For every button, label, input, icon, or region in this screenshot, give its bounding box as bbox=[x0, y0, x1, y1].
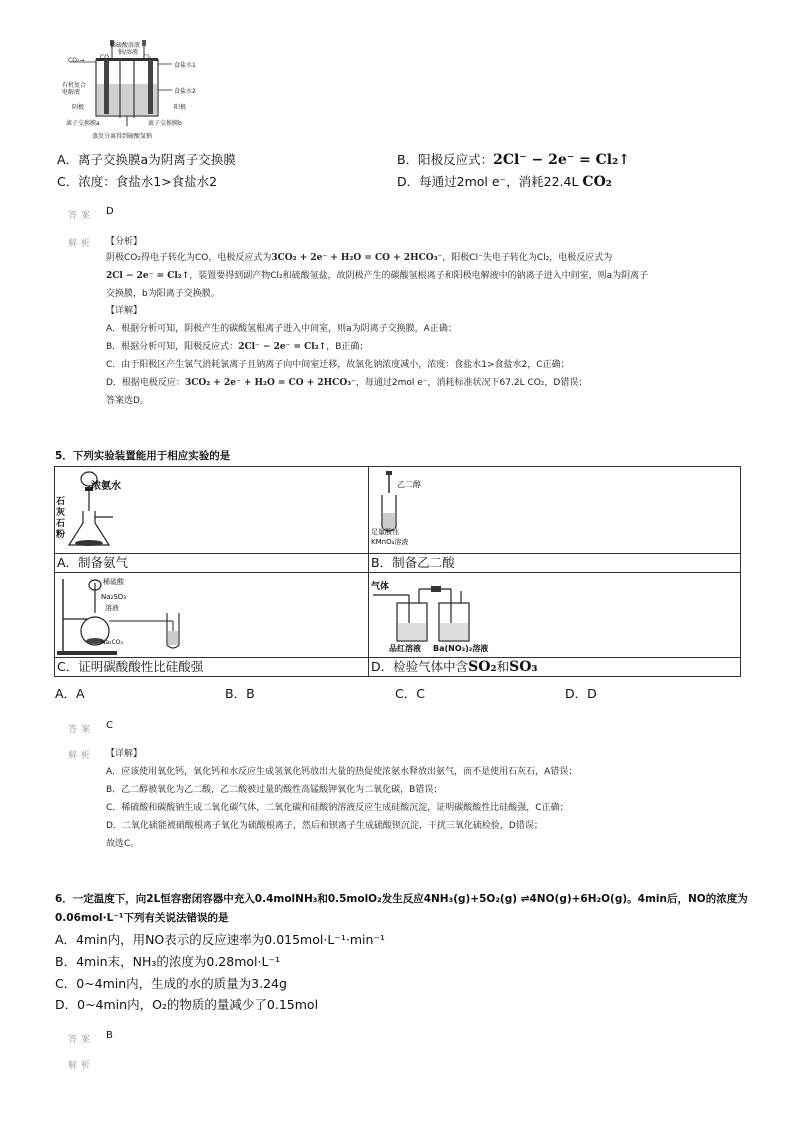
answer-label: 答案 bbox=[68, 211, 95, 221]
q4-option-d bbox=[397, 172, 612, 190]
q4-option-a: A．离子交换膜a为阴离子交换膜 bbox=[57, 152, 236, 167]
answer-value: D bbox=[106, 206, 114, 217]
q4-option-b-formula: 2Cl⁻ − 2e⁻ = Cl₂↑ bbox=[493, 152, 630, 168]
analysis-text: ，装置要得到副产物Cl₂和硫酸氢盐，故阴极产生的碳酸氢根离子和阳极电解液中的钠离子进入中间室，则a为阴离子 bbox=[189, 271, 649, 281]
analysis-text: ，B正确； bbox=[326, 342, 369, 352]
analysis-line: D．二氧化硫能被硝酸根离子氧化为硫酸根离子，然后和钡离子生成硫酸钡沉淀，干扰三氧化硫检验，D错误； bbox=[106, 821, 543, 831]
analysis-label: 解析 bbox=[68, 1061, 95, 1071]
reagent-label: Na₂SO₃ bbox=[101, 593, 127, 601]
analysis-text: ，阳极Cl⁻失电子转化为Cl₂，电极反应式为 bbox=[442, 253, 613, 263]
side-char: 粉 bbox=[56, 530, 66, 540]
analysis-line: A．根据分析可知，阴极产生的碳酸氢根离子进入中间室，则a为阴离子交换膜，A正确； bbox=[106, 324, 457, 334]
analysis-formula: 2Cl⁻ − 2e⁻ = Cl₂↑ bbox=[238, 342, 327, 352]
analysis-heading: 【分析】 bbox=[106, 237, 143, 247]
reagent-label: Ba(NO₃)₂溶液 bbox=[433, 644, 489, 653]
reagent-label: KMnO₄溶液 bbox=[371, 538, 409, 546]
analysis-line bbox=[106, 339, 368, 352]
analysis-line: 答案选D。 bbox=[106, 396, 149, 406]
q4-option-b bbox=[397, 150, 630, 168]
caption-formula: SO₃ bbox=[509, 659, 538, 675]
analysis-line bbox=[106, 375, 587, 388]
analysis-line: B．乙二醇被氧化为乙二酸，乙二酸被过量的酸性高锰酸钾氧化为二氧化碳，B错误； bbox=[106, 785, 443, 795]
caption-formula: SO₂ bbox=[468, 659, 497, 675]
choice-c: C．C bbox=[395, 686, 425, 701]
caption-a: A．制备氨气 bbox=[57, 555, 129, 570]
analysis-text: D．根据电极反应： bbox=[106, 378, 185, 388]
q6-option-d: D．0~4min内，O₂的物质的量减少了0.15mol bbox=[55, 997, 319, 1012]
analysis-heading: 【详解】 bbox=[106, 749, 143, 759]
figure-carbonic-setup bbox=[55, 573, 368, 657]
reagent-label: 乙二醇 bbox=[397, 480, 421, 489]
q4-option-c: C．浓度：食盐水1>食盐水2 bbox=[57, 174, 218, 189]
analysis-formula: 3CO₂ + 2e⁻ + H₂O = CO + 2HCO₃⁻ bbox=[271, 253, 443, 263]
reagent-label bbox=[56, 497, 66, 541]
analysis-text: 阴极CO₂得电子转化为CO，电极反应式为 bbox=[106, 253, 272, 263]
analysis-label: 解析 bbox=[68, 751, 95, 761]
apparatus-icon bbox=[55, 573, 215, 657]
choice-b: B．B bbox=[225, 686, 255, 701]
reagent-label: 浓氨水 bbox=[91, 481, 121, 492]
fig-label: CO bbox=[100, 54, 109, 61]
analysis-line bbox=[106, 268, 648, 281]
reagent-label: 足量酸性 bbox=[371, 528, 399, 536]
figure-oxalic-setup bbox=[369, 467, 740, 553]
q4-option-b-prefix: B．阳极反应式： bbox=[397, 152, 494, 167]
answer-value: C bbox=[106, 720, 113, 731]
reagent-label: 溶液 bbox=[105, 604, 119, 612]
fig-label: Cl₂ bbox=[143, 54, 152, 61]
caption-b: B．制备乙二酸 bbox=[371, 555, 455, 570]
q4-option-d-prefix: D．每通过2mol e⁻，消耗22.4L bbox=[397, 174, 579, 189]
q6-option-b: B．4min末，NH₃的浓度为0.28mol·L⁻¹ bbox=[55, 954, 281, 969]
side-char: 石 bbox=[56, 497, 66, 507]
fig-label: 阳极 bbox=[174, 104, 187, 111]
fig-label: 有机复合 bbox=[62, 82, 87, 89]
analysis-line: 交换膜，b为阳离子交换膜。 bbox=[106, 289, 220, 299]
answer-value: B bbox=[106, 1030, 113, 1041]
fig-label: 稀硫酸溶液 bbox=[110, 42, 141, 49]
analysis-line: A．应该使用氧化钙，氧化钙和水反应生成氢氧化钙放出大量的热促使浓氨水释放出氨气，而不是使用石灰石，A错误； bbox=[106, 767, 578, 777]
caption-c: C．证明碳酸酸性比硅酸强 bbox=[57, 659, 204, 674]
fig-label: 离子交换膜a bbox=[66, 120, 100, 127]
flask-icon bbox=[55, 467, 255, 553]
answer-label: 答案 bbox=[68, 725, 95, 735]
analysis-line bbox=[106, 250, 612, 263]
experiment-table bbox=[54, 466, 741, 677]
analysis-text: B．根据分析可知，阳极反应式： bbox=[106, 342, 239, 352]
q6-option-a: A．4min内，用NO表示的反应速率为0.015mol·L⁻¹·min⁻¹ bbox=[55, 932, 386, 947]
side-char: 灰 bbox=[56, 508, 66, 518]
q6-option-c: C．0~4min内，生成的水的质量为3.24g bbox=[55, 976, 287, 991]
figure-gas-detection-setup bbox=[369, 573, 740, 657]
fig-label: 食盐水2 bbox=[174, 88, 196, 95]
caption-d bbox=[369, 658, 740, 676]
fig-label: 蒸发分离得到硫酸氢钠 bbox=[92, 133, 153, 140]
fig-label: 阴极 bbox=[72, 104, 85, 111]
answer-label: 答案 bbox=[68, 1035, 95, 1045]
figure-ammonia-setup bbox=[55, 467, 368, 553]
choice-a: A．A bbox=[55, 686, 85, 701]
reagent-label: Na₂CO₃ bbox=[101, 639, 123, 646]
analysis-heading: 【详解】 bbox=[106, 306, 143, 316]
analysis-formula: 2Cl − 2e⁻ = Cl₂↑ bbox=[106, 271, 190, 281]
reagent-label: 稀硫酸 bbox=[103, 578, 124, 586]
analysis-label: 解析 bbox=[68, 239, 95, 249]
caption-text: D．检验气体中含 bbox=[371, 659, 469, 674]
question-title: 6．一定温度下，向2L恒容密闭容器中充入0.4molNH₃和0.5molO₂发生反应4NH₃(g)+5O₂(g) ⇌4NO(g)+6H₂O(g)。4min后，NO的浓度为 bbox=[55, 893, 748, 905]
question-title-line2: 0.06mol·L⁻¹下列有关说法错误的是 bbox=[55, 912, 229, 924]
fig-label: 离子交换膜b bbox=[148, 120, 182, 127]
caption-text: 和 bbox=[496, 659, 510, 674]
reagent-label: 品红溶液 bbox=[389, 644, 421, 653]
choice-d: D．D bbox=[565, 686, 597, 701]
fig-label: 钠/溶液 bbox=[118, 49, 139, 56]
fig-label: CO₂→ bbox=[68, 57, 85, 64]
q4-option-d-formula: CO₂ bbox=[582, 174, 612, 190]
analysis-line: C．稀硫酸和碳酸钠生成二氧化碳气体，二氧化碳和硅酸钠溶液反应生成硅酸沉淀，证明碳酸酸性比硅酸强，C正确； bbox=[106, 803, 569, 813]
analysis-line: C．由于阳极区产生氯气消耗氯离子且钠离子向中间室迁移，故氯化钠浓度减小，浓度：食盐水1>食盐水2，C正确； bbox=[106, 360, 570, 370]
analysis-formula: 3CO₂ + 2e⁻ + H₂O = CO + 2HCO₃⁻ bbox=[184, 378, 356, 388]
fig-label: 电解液 bbox=[62, 89, 81, 96]
fig-label: 食盐水1 bbox=[174, 62, 196, 69]
reagent-label: 气体 bbox=[371, 582, 390, 592]
analysis-text: ，每通过2mol e⁻，消耗标准状况下67.2L CO₂，D错误； bbox=[355, 378, 588, 388]
analysis-line: 故选C。 bbox=[106, 839, 140, 849]
side-char: 石 bbox=[56, 519, 66, 529]
question-title: 5．下列实验装置能用于相应实验的是 bbox=[55, 450, 231, 462]
